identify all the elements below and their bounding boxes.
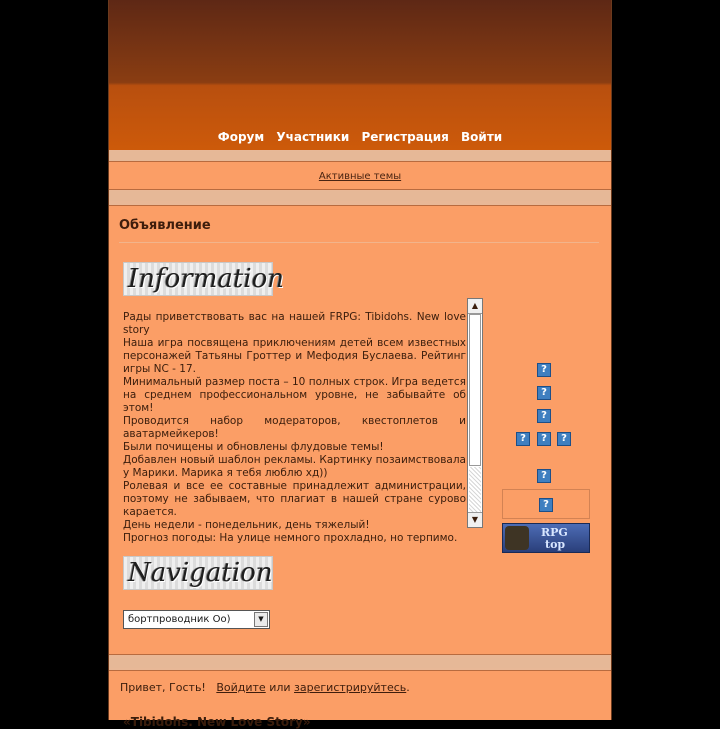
board-title: «Tibidohs. New Love Story»	[123, 715, 311, 729]
navigation-select-value: бортпроводник Оо)	[128, 614, 231, 625]
nav-register-link[interactable]: Регистрация	[361, 130, 449, 144]
active-topics-bar	[109, 161, 611, 190]
period-text: .	[406, 681, 410, 694]
broken-image-icon[interactable]: ?	[537, 409, 551, 423]
broken-image-icon[interactable]: ?	[539, 498, 553, 512]
announcement-paragraph: Наша игра посвящена приключениям детей всем известных персонажей Татьяны Гроттер и Мефодия Буслаева. Рейтинг игры NC - 17.	[123, 337, 466, 375]
guest-greeting	[120, 681, 410, 694]
divider-stripe	[109, 658, 611, 668]
announcement-paragraph: Добавлен новый шаблон рекламы. Картинку позаимствовала у Марики. Марика я тебя люблю хд))	[123, 454, 466, 479]
announcement-scrollbox[interactable]	[123, 299, 468, 544]
announcement-panel	[109, 205, 611, 655]
broken-image-icon[interactable]: ?	[557, 432, 571, 446]
or-text: или	[269, 681, 291, 694]
greeting-text: Привет, Гость!	[120, 681, 206, 694]
scrollbar-track[interactable]	[469, 467, 481, 513]
navigation-select[interactable]	[123, 610, 270, 629]
announcement-scrollbar[interactable]	[467, 298, 483, 528]
creature-icon	[505, 526, 529, 550]
broken-image-icon[interactable]: ?	[537, 432, 551, 446]
divider-stripe	[109, 191, 611, 201]
nav-login-link[interactable]: Войти	[461, 130, 503, 144]
footer-panel	[109, 670, 611, 729]
nav-forum-link[interactable]: Форум	[217, 130, 265, 144]
announcement-paragraph: Были почищены и обновлены флудовые темы!	[123, 441, 384, 453]
announcement-paragraph: День недели - понедельник, день тяжелый!	[123, 519, 370, 531]
nav-members-link[interactable]: Участники	[276, 130, 350, 144]
scroll-down-arrow-icon[interactable]: ▼	[468, 512, 482, 527]
announcement-text	[123, 311, 466, 545]
announcement-paragraph: Прогноз погоды: На улице немного прохладно, но терпимо.	[123, 532, 458, 544]
rpg-top-label: RPG	[541, 526, 568, 539]
top-navigation	[109, 130, 611, 144]
broken-image-icon[interactable]: ?	[516, 432, 530, 446]
active-topics-link[interactable]: Активные темы	[318, 171, 402, 182]
scroll-up-arrow-icon[interactable]: ▲	[468, 299, 482, 314]
page-container	[108, 0, 612, 729]
login-link[interactable]: Войдите	[216, 681, 266, 694]
scrollbar-thumb[interactable]	[469, 314, 481, 466]
broken-image-icon[interactable]: ?	[537, 469, 551, 483]
rpg-top-button[interactable]	[502, 523, 590, 553]
announcement-paragraph: Проводится набор модераторов, квестоплетов и аватармейкеров!	[123, 415, 466, 440]
chevron-down-icon[interactable]: ▼	[254, 612, 268, 627]
navigation-banner: Navigation	[123, 556, 273, 590]
broken-image-icon[interactable]: ?	[537, 386, 551, 400]
site-header	[109, 0, 611, 150]
divider-stripe	[109, 151, 611, 161]
register-link[interactable]: зарегистрируйтесь	[294, 681, 407, 694]
announcement-paragraph: Ролевая и все ее составные принадлежит администрации, поэтому не забываем, что плагиат в нашей стране сурово карается.	[123, 480, 466, 518]
announcement-paragraph: Минимальный размер поста – 10 полных строк. Игра ведется на среднем профессиональном уровне, не забывайте об этом!	[123, 376, 466, 414]
broken-image-icon[interactable]: ?	[537, 363, 551, 377]
information-banner: Information	[123, 262, 273, 296]
rpg-top-label: top	[545, 538, 566, 551]
title-divider	[119, 242, 599, 243]
announcement-paragraph: Рады приветствовать вас на нашей FRPG: Tibidohs. New love story	[123, 311, 466, 336]
announcement-title: Объявление	[119, 218, 211, 233]
